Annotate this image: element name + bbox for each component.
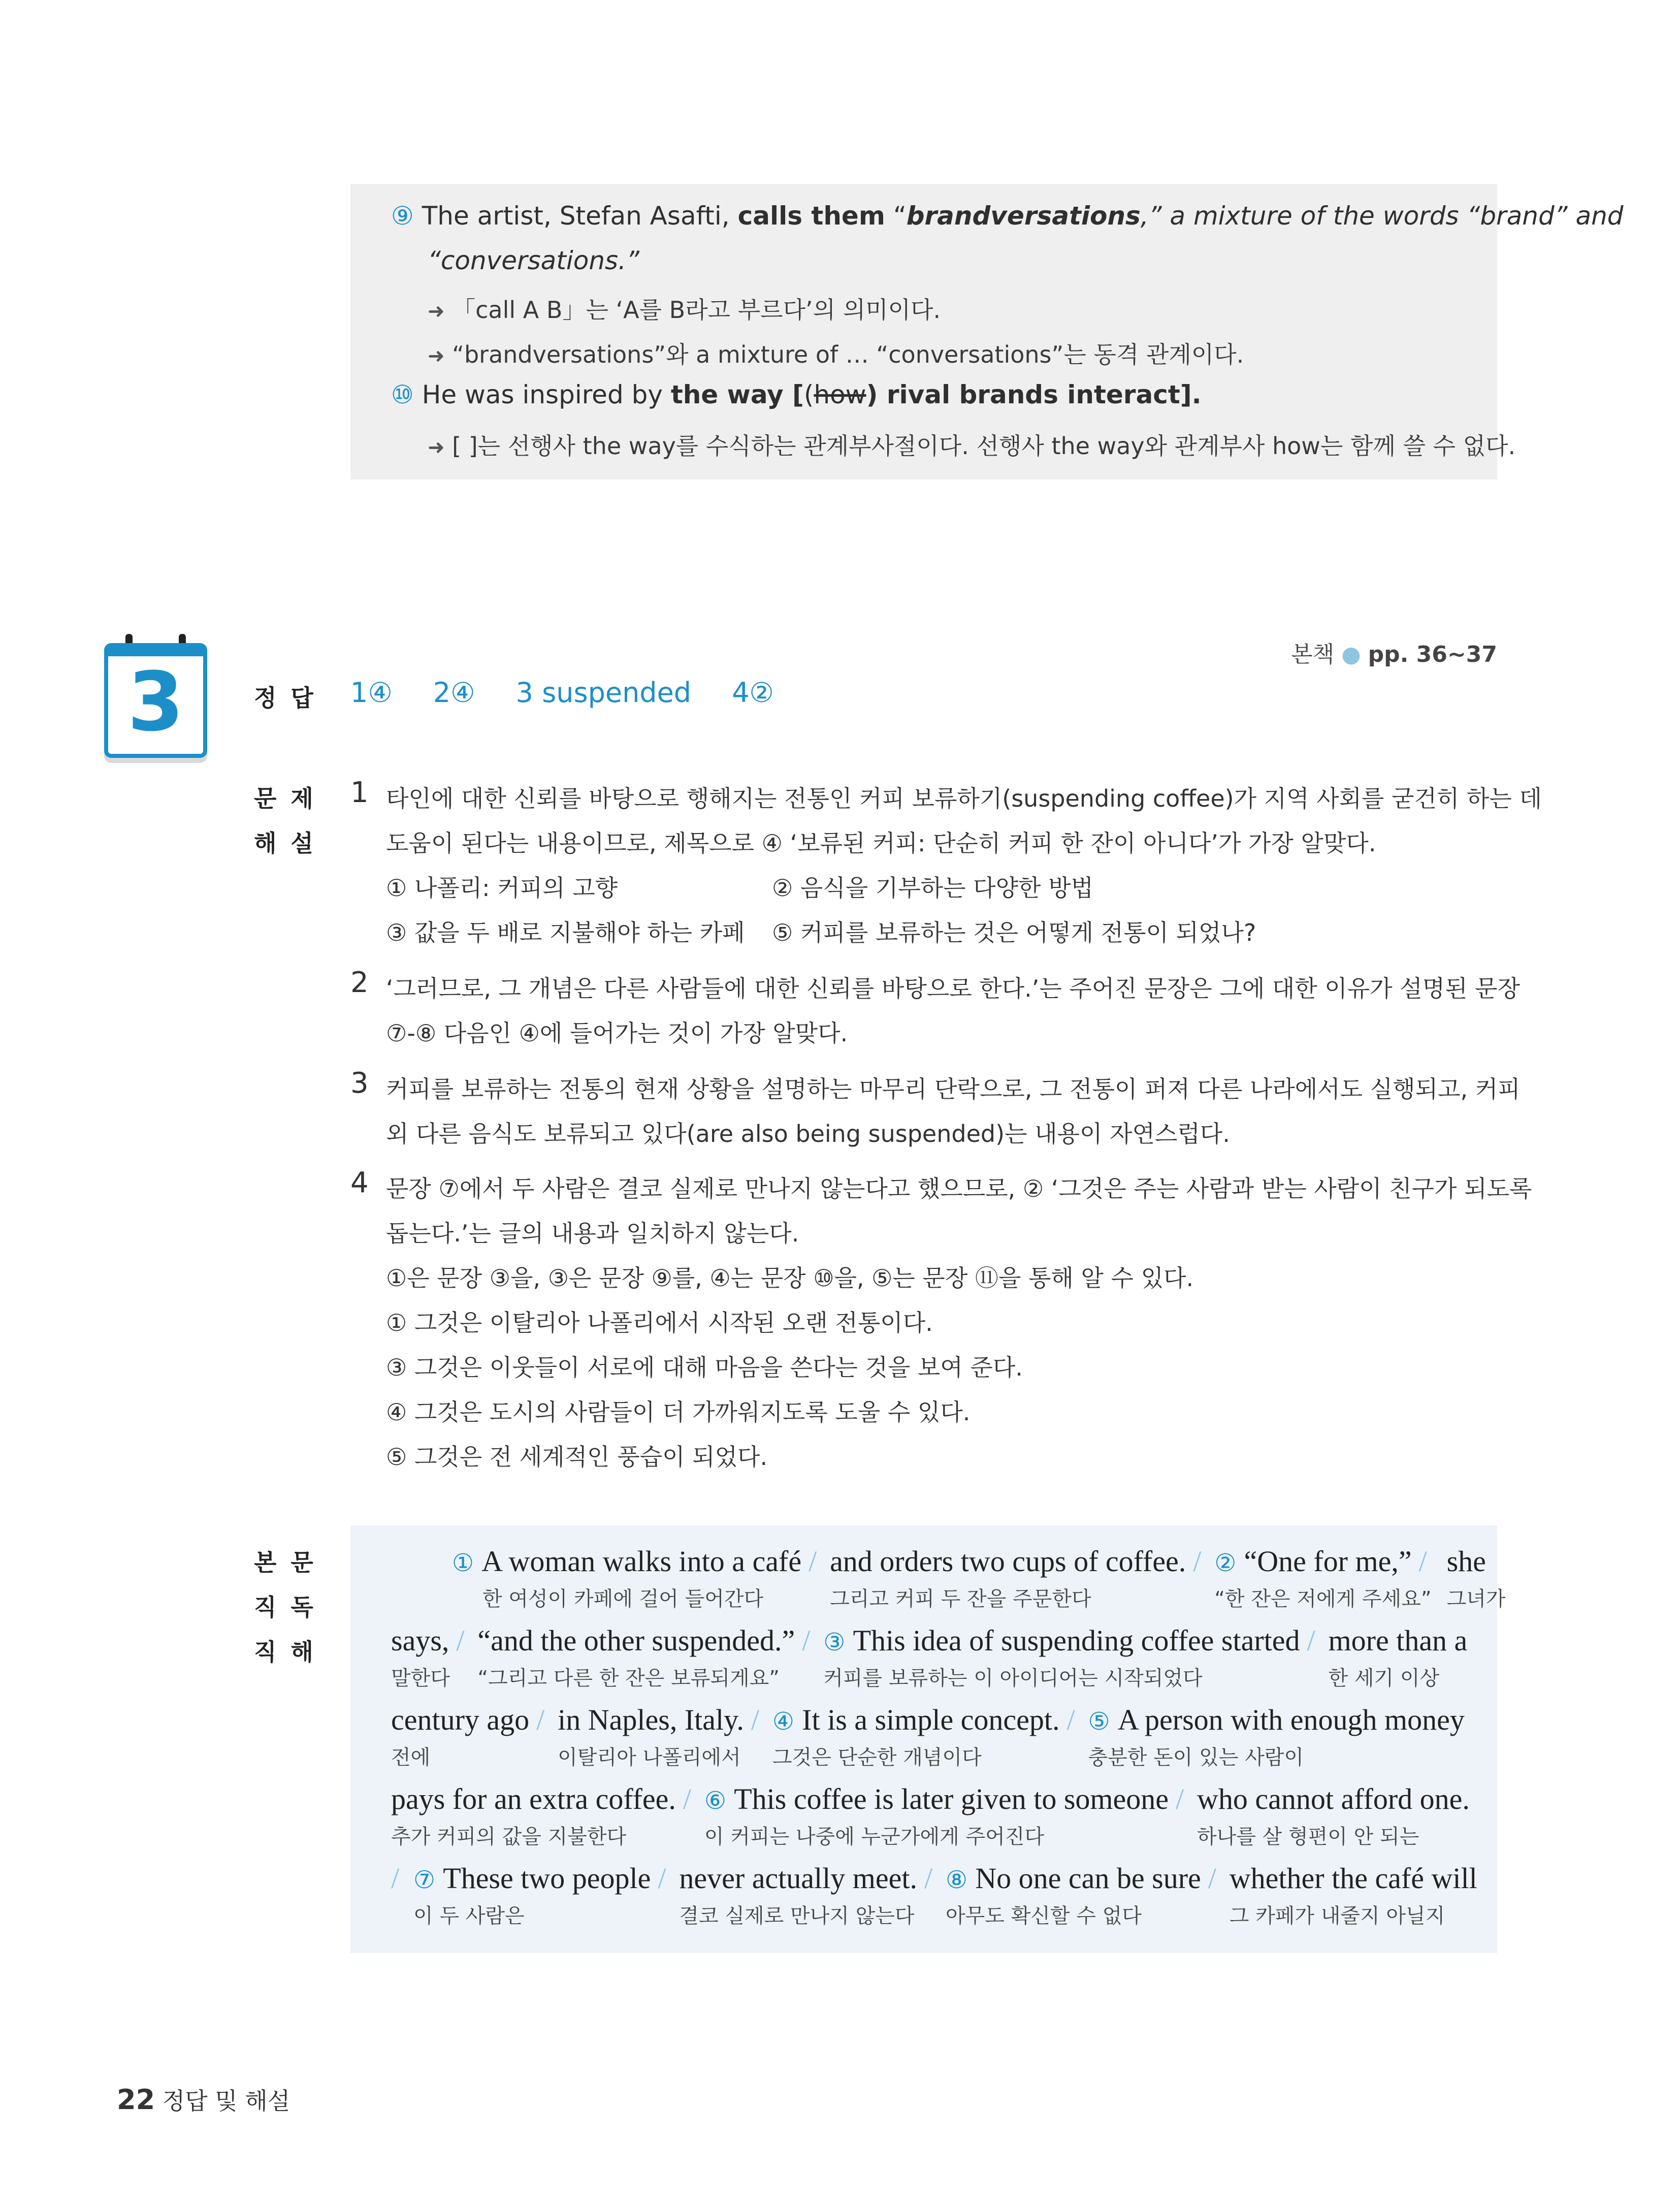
sentence-number: ⑥ xyxy=(704,1787,734,1815)
explanation-label-2: 해설 xyxy=(254,830,328,857)
arrow-right-icon: ➜ xyxy=(428,300,445,323)
chunk-slash: / xyxy=(658,1862,666,1895)
q1-option-5: ⑤ 커피를 보류하는 것은 어떻게 전통이 되었나? xyxy=(772,919,1256,946)
reading-chunk-ko: 이 커피는 나중에 누군가에게 주어진다 xyxy=(704,1825,1045,1848)
answer-2: 2④ xyxy=(433,677,475,709)
q1-option-1: ① 나폴리: 커피의 고향 xyxy=(386,874,618,902)
reading-chunk-ko: 그 카페가 내줄지 아닐지 xyxy=(1229,1904,1445,1928)
section-number-badge: 3 xyxy=(104,634,207,759)
question-number-4: 4 xyxy=(350,1166,369,1199)
page-footer xyxy=(117,2083,290,2116)
reading-label-1: 본문 xyxy=(254,1549,328,1576)
question-number-3: 3 xyxy=(350,1067,369,1100)
answer-1: 1④ xyxy=(350,677,393,709)
sentence-number: ① xyxy=(452,1549,482,1577)
chunk-slash: / xyxy=(683,1782,692,1815)
reading-chunk-ko: 말한다 xyxy=(391,1667,450,1690)
sentence-number-9: ⑨ xyxy=(391,201,414,231)
reading-chunk-en: ⑦ These two people xyxy=(413,1862,651,1895)
footer-title: 정답 및 해설 xyxy=(162,2087,290,2115)
question-number-1: 1 xyxy=(350,776,369,809)
q2-line-2: ⑦-⑧ 다음인 ④에 들어가는 것이 가장 알맞다. xyxy=(386,1019,848,1047)
answer-3: 3 suspended xyxy=(515,677,692,709)
answer-label: 정답 xyxy=(254,684,328,712)
reading-chunk-en: ⑧ No one can be sure xyxy=(945,1862,1201,1895)
reading-label-3: 직해 xyxy=(254,1638,328,1666)
page-number: 22 xyxy=(117,2084,155,2116)
sentence-number-10: ⑩ xyxy=(391,380,414,409)
chunk-slash: / xyxy=(751,1703,759,1736)
q2-line-1: ‘그러므로, 그 개념은 다른 사람들에 대한 신뢰를 바탕으로 한다.’는 주어진 문장은 그에 대한 이유가 설명된 문장 xyxy=(386,975,1521,1002)
q3-line-2: 외 다른 음식도 보류되고 있다(are also being suspended)는 내용이 자연스럽다. xyxy=(386,1120,1230,1147)
grammar-note-3: ➜ [ ]는 선행사 the way를 수식하는 관계부사절이다. 선행사 the way와 관계부사 how는 함께 쓸 수 없다. xyxy=(428,432,1516,460)
sentence-number: ⑧ xyxy=(945,1866,976,1894)
sentence-number: ② xyxy=(1214,1549,1244,1577)
chunk-slash: / xyxy=(391,1862,400,1895)
reading-chunk-en: says, xyxy=(391,1624,449,1657)
reading-chunk-en: ④ It is a simple concept. xyxy=(772,1703,1060,1736)
reading-chunk-en: ① A woman walks into a café xyxy=(452,1545,802,1578)
chunk-slash: / xyxy=(1307,1624,1315,1657)
reading-chunk-ko: 한 세기 이상 xyxy=(1328,1667,1440,1690)
reading-chunk-en: ⑤ A person with enough money xyxy=(1088,1703,1465,1736)
reading-chunk-ko: 결코 실제로 만나지 않는다 xyxy=(679,1904,915,1928)
reading-chunk-en: in Naples, Italy. xyxy=(558,1703,744,1736)
chunk-slash: / xyxy=(456,1624,465,1657)
grammar-item-9-cont: “conversations.” xyxy=(428,246,639,275)
reading-chunk-en: century ago xyxy=(391,1703,530,1736)
reading-chunk-en: more than a xyxy=(1328,1624,1468,1657)
q4-line-1: 문장 ⑦에서 두 사람은 결코 실제로 만나지 않는다고 했으므로, ② ‘그것은 주는 사람과 받는 사람이 친구가 되도록 xyxy=(386,1175,1532,1202)
q1-option-3: ③ 값을 두 배로 지불해야 하는 카페 xyxy=(386,919,745,946)
q3-line-1: 커피를 보류하는 전통의 현재 상황을 설명하는 마무리 단락으로, 그 전통이 퍼져 다른 나라에서도 실행되고, 커피 xyxy=(386,1075,1521,1103)
q4-line-7: ⑤ 그것은 전 세계적인 풍습이 되었다. xyxy=(386,1443,768,1471)
reading-chunk-en: who cannot afford one. xyxy=(1197,1782,1470,1815)
reading-chunk-en: whether the café will xyxy=(1229,1862,1477,1895)
q1-line-1: 타인에 대한 신뢰를 바탕으로 행해지는 전통인 커피 보류하기(suspending coffee)가 지역 사회를 굳건히 하는 데 xyxy=(386,785,1542,812)
reading-chunk-ko: 그리고 커피 두 잔을 주문한다 xyxy=(830,1587,1091,1611)
q4-line-4: ① 그것은 이탈리아 나폴리에서 시작된 오랜 전통이다. xyxy=(386,1309,933,1336)
reading-chunk-ko: 하나를 살 형편이 안 되는 xyxy=(1197,1825,1419,1848)
chunk-slash: / xyxy=(1176,1782,1184,1815)
reading-chunk-ko: 한 여성이 카페에 걸어 들어간다 xyxy=(482,1587,764,1611)
arrow-right-icon: ➜ xyxy=(428,344,445,368)
sentence-number: ⑤ xyxy=(1088,1707,1118,1736)
chunk-slash: / xyxy=(1418,1545,1427,1578)
reading-chunk-ko: 그녀가 xyxy=(1446,1587,1506,1611)
reading-chunk-ko: “그리고 다른 한 잔은 보류되게요” xyxy=(477,1667,780,1690)
q4-line-2: 돕는다.’는 글의 내용과 일치하지 않는다. xyxy=(386,1220,799,1247)
question-number-2: 2 xyxy=(350,966,369,999)
q4-line-3: ①은 문장 ③을, ③은 문장 ⑨를, ④는 문장 ⑩을, ⑤는 문장 ⑪을 통해 알 수 있다. xyxy=(386,1264,1194,1292)
bullet-dot-icon: ● xyxy=(1341,642,1361,667)
reading-chunk-ko: “한 잔은 저에게 주세요” xyxy=(1214,1587,1432,1611)
reading-chunk-en: ③ This idea of suspending coffee started xyxy=(823,1624,1300,1657)
reading-chunk-ko: 아무도 확신할 수 없다 xyxy=(945,1904,1142,1928)
reading-chunk-en: never actually meet. xyxy=(679,1862,917,1895)
chunk-slash: / xyxy=(1067,1703,1075,1736)
reading-chunk-ko: 전에 xyxy=(391,1746,431,1769)
reading-chunk-ko: 그것은 단순한 개념이다 xyxy=(772,1746,982,1769)
chunk-slash: / xyxy=(802,1624,811,1657)
reading-chunk-ko: 커피를 보류하는 이 아이디어는 시작되었다 xyxy=(823,1667,1203,1690)
grammar-note-2: ➜ “brandversations”와 a mixture of … “conversations”는 동격 관계이다. xyxy=(428,341,1244,368)
sentence-number: ⑦ xyxy=(413,1866,443,1894)
reading-chunk-en: pays for an extra coffee. xyxy=(391,1782,676,1815)
sentence-number: ④ xyxy=(772,1707,802,1736)
sentence-number: ③ xyxy=(823,1628,853,1656)
grammar-item-10: ⑩ He was inspired by the way [(how) rival brands interact]. xyxy=(391,380,1202,409)
chunk-slash: / xyxy=(1193,1545,1202,1578)
grammar-item-9: ⑨ The artist, Stefan Asafti, calls them “brandversations,” a mixture of the words “brand” and xyxy=(391,201,1624,231)
reading-chunk-en: ② “One for me,” xyxy=(1214,1545,1412,1578)
q4-line-6: ④ 그것은 도시의 사람들이 더 가까워지도록 도울 수 있다. xyxy=(386,1398,971,1426)
reading-chunk-en: she xyxy=(1446,1545,1486,1578)
reading-chunk-en: ⑥ This coffee is later given to someone xyxy=(704,1782,1169,1815)
arrow-right-icon: ➜ xyxy=(428,436,445,459)
chunk-slash: / xyxy=(536,1703,545,1736)
chunk-slash: / xyxy=(809,1545,817,1578)
reading-chunk-ko: 추가 커피의 값을 지불한다 xyxy=(391,1825,627,1848)
page-reference: 본책 ● pp. 36~37 xyxy=(1291,642,1497,667)
q1-option-2: ② 음식을 기부하는 다양한 방법 xyxy=(772,874,1093,902)
explanation-label-1: 문제 xyxy=(254,785,328,812)
reading-chunk-ko: 이탈리아 나폴리에서 xyxy=(558,1746,741,1769)
reading-chunk-ko: 충분한 돈이 있는 사람이 xyxy=(1088,1746,1304,1769)
answer-4: 4② xyxy=(732,677,774,709)
q1-line-2: 도움이 된다는 내용이므로, 제목으로 ④ ‘보류된 커피: 단순히 커피 한 잔이 아니다’가 가장 알맞다. xyxy=(386,830,1376,857)
reading-chunk-ko: 이 두 사람은 xyxy=(413,1904,525,1928)
chunk-slash: / xyxy=(924,1862,933,1895)
reading-label-2: 직독 xyxy=(254,1593,328,1621)
grammar-note-1: ➜ 「call A B」는 ‘A를 B라고 부르다’의 의미이다. xyxy=(428,296,941,324)
reading-chunk-en: “and the other suspended.” xyxy=(477,1624,795,1657)
q4-line-5: ③ 그것은 이웃들이 서로에 대해 마음을 쓴다는 것을 보여 준다. xyxy=(386,1354,1023,1381)
reading-chunk-en: and orders two cups of coffee. xyxy=(830,1545,1186,1578)
chunk-slash: / xyxy=(1208,1862,1216,1895)
answer-list xyxy=(350,677,815,709)
